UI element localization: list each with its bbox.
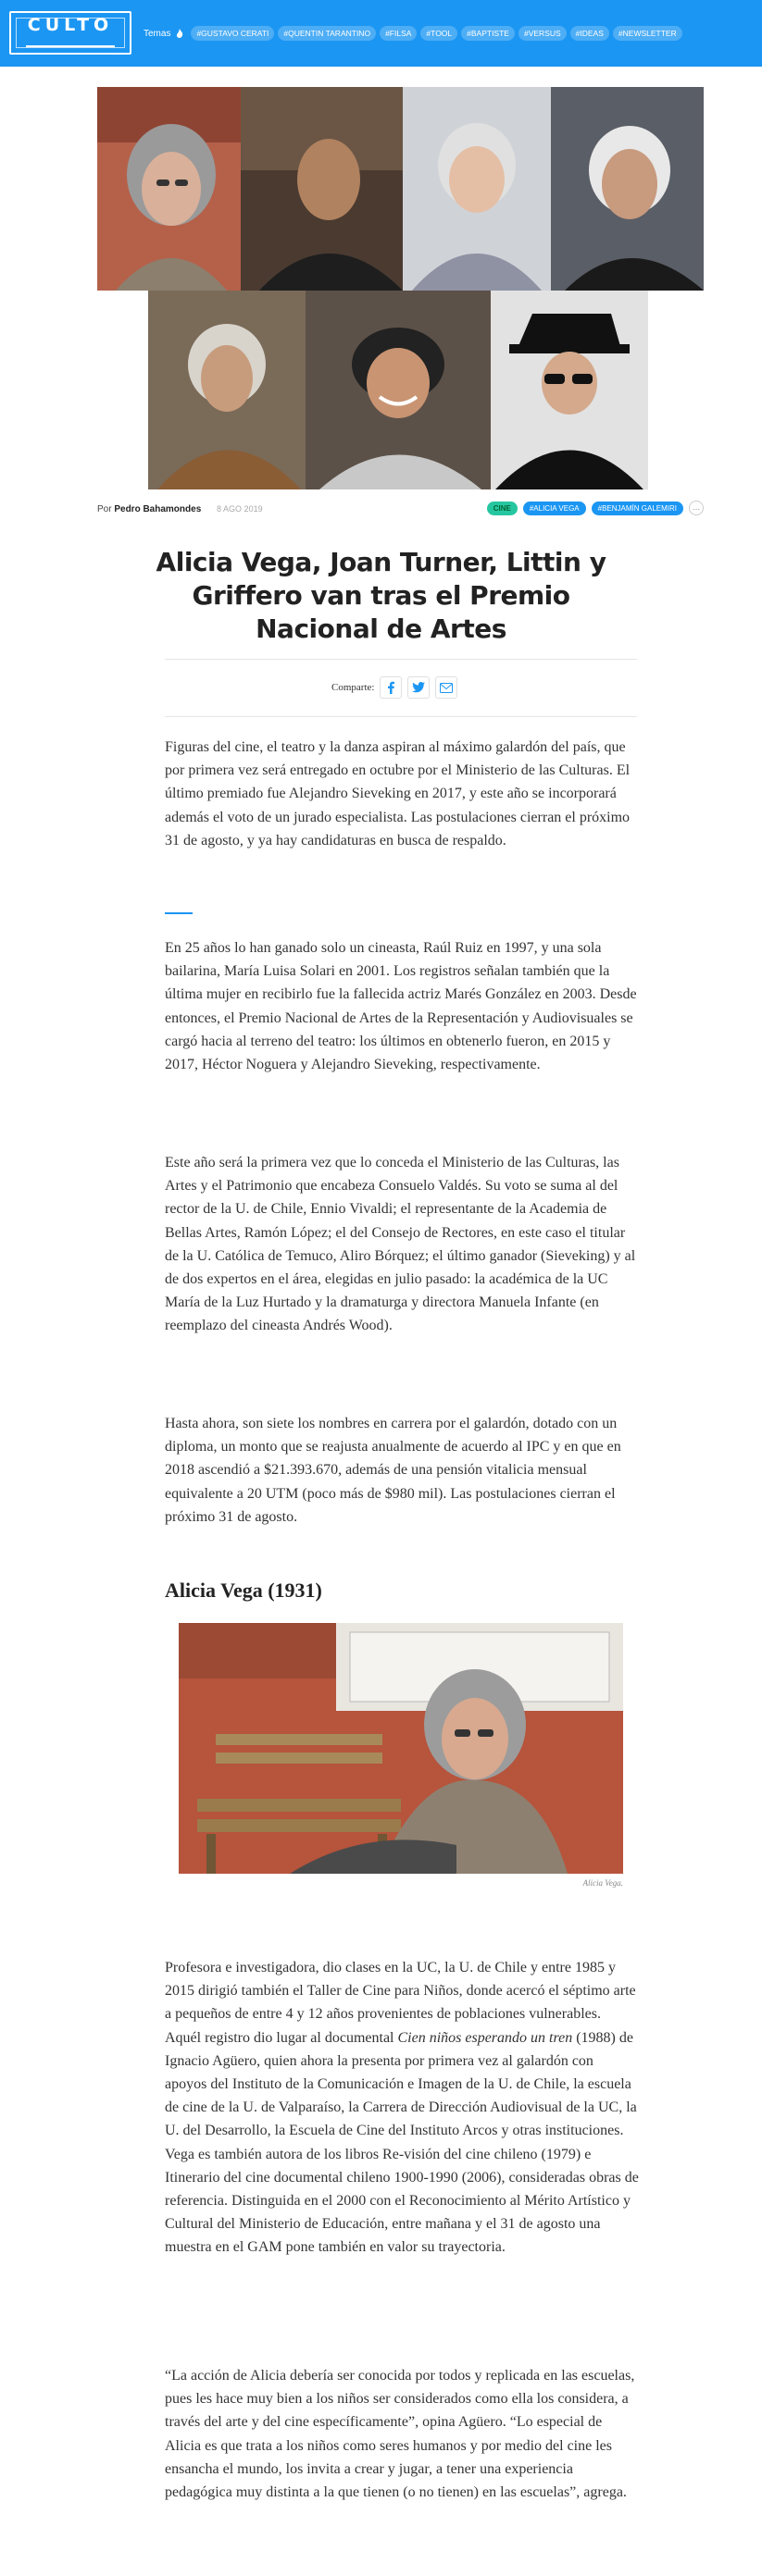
portrait-photo: [403, 87, 551, 291]
topics-bar: [144, 26, 682, 41]
facebook-share-button[interactable]: [380, 676, 402, 699]
article-lead: Figuras del cine, el teatro y la danza aspiran al máximo galardón del país, que por primera vez será entregado en octubre por el Ministerio de las Culturas. El último premiado fue Alejandro Sieveking en 2017, y este año se incorporará además el voto de un jurado especialista. Las postulaciones cierran el próximo 31 de agosto, y ya hay candidaturas en busca de respaldo.: [165, 739, 631, 848]
share-label: Comparte:: [331, 682, 375, 693]
section-subhead: Alicia Vega (1931): [165, 1579, 322, 1602]
portrait-photo: [148, 291, 306, 489]
topic-tag[interactable]: #NEWSLETTER: [613, 26, 682, 41]
topic-tag[interactable]: #IDEAS: [570, 26, 609, 41]
topic-tag[interactable]: #TOOL: [420, 26, 457, 41]
alicia-vega-photo: [179, 1623, 623, 1874]
article-byline: [97, 504, 263, 514]
lead-separator: [165, 912, 193, 914]
photo-caption: Alicia Vega.: [582, 1878, 623, 1888]
article-paragraph: Hasta ahora, son siete los nombres en carrera por el galardón, dotado con un diploma, un monto que se reajusta anualmente de acuerdo al IPC y en que en 2018 ascendió a $21.393.670, además de una pensión vitalicia mensual equivalente a 20 UTM (poco más de $980 mil). Las postulaciones cierran el próximo 31 de agosto.: [165, 1416, 621, 1525]
byline-prefix: Por: [97, 504, 112, 514]
share-bar: [331, 676, 457, 699]
twitter-icon: [412, 682, 425, 693]
divider: [165, 716, 637, 717]
portrait-photo: [551, 87, 704, 291]
topic-tag[interactable]: #QUENTIN TARANTINO: [278, 26, 376, 41]
author-name[interactable]: Pedro Bahamondes: [114, 504, 202, 514]
top-navigation-bar: [0, 0, 762, 67]
divider: [165, 659, 637, 660]
topic-tag[interactable]: #VERSUS: [518, 26, 567, 41]
post-tag[interactable]: #ALICIA VEGA: [523, 502, 586, 515]
article-paragraph: Este año será la primera vez que lo conceda el Ministerio de las Culturas, las Artes y el Patrimonio que encabeza Consuelo Valdés. Su voto se suma al del rector de la U. de Chile, Ennio Vivaldi; el representante de la Academia de Bellas Artes, Ramón López; el del Consejo de Rectores, en este caso el titular de la U. Católica de Temuco, Aliro Bórquez; el último ganador (Sieveking) y al de dos expertos en el área, elegidas en julio pasado: la académica de la UC María de la Luz Hurtado y la dramaturga y directora Manuela Infante (en reemplazo del cineasta Andrés Wood).: [165, 1155, 636, 1334]
flame-icon: [176, 29, 183, 38]
email-share-button[interactable]: [435, 676, 457, 699]
twitter-share-button[interactable]: [407, 676, 430, 699]
culto-logo[interactable]: [9, 11, 131, 55]
facebook-icon: [386, 681, 395, 694]
portrait-photo: [491, 291, 648, 489]
post-tag[interactable]: #BENJAMÍN GALEMIRI: [592, 502, 683, 515]
publish-date: 8 AGO 2019: [217, 504, 263, 514]
topic-tag[interactable]: #BAPTISTE: [461, 26, 515, 41]
topic-tag[interactable]: #FILSA: [380, 26, 417, 41]
logo-underline: [26, 45, 115, 47]
paragraph-text: Profesora e investigadora, dio clases en la UC, la U. de Chile y entre 1985 y 2015 dirigió también el Taller de Cine para Niños, donde acercó el séptimo arte a pequeños de entre 4 y 12 años provenientes de poblaciones vulnerables. Aquél registro dio lugar al documental: [165, 1960, 636, 2046]
article-title: Alicia Vega, Joan Turner, Littin y Griffero van tras el Premio Nacional de Artes: [156, 547, 606, 644]
more-tags-button[interactable]: …: [689, 501, 704, 515]
portrait-photo: [97, 87, 241, 291]
topic-tag[interactable]: #GUSTAVO CERATI: [191, 26, 274, 41]
logo-text: CULTO: [27, 15, 114, 35]
portrait-photo: [306, 291, 491, 489]
article-paragraph: [165, 1956, 639, 2260]
film-title: Cien niños esperando un tren: [397, 2029, 573, 2046]
portrait-photo: [241, 87, 403, 291]
category-tag[interactable]: CINE: [487, 502, 518, 515]
candidates-photo-collage: [97, 87, 704, 489]
post-tags: [487, 501, 704, 515]
topics-label: Temas: [144, 28, 171, 39]
paragraph-text: (1988) de Ignacio Agüero, quien ahora la presenta por primera vez al galardón con apoyos del Instituto de la Comunicación e Imagen de la U. de Chile, la escuela de cine de la U. de Valparaíso, la Carrera de Dirección Audiovisual de la UC, la U. del Desarrollo, la Escuela de Cine del Instituto Arcos y otras instituciones. Vega es también autora de los libros Re-visión del cine chileno (1979) e Itinerario del cine documental chileno 1900-1990 (2006), consideradas obras de referencia. Distinguida en el 2000 con el Reconocimiento al Mérito Artístico y Cultural del Ministerio de Educación, entre mañana y el 31 de agosto una muestra en el GAM pone también en valor su trayectoria.: [165, 2029, 639, 2256]
article-paragraph: En 25 años lo han ganado solo un cineasta, Raúl Ruiz en 1997, y una sola bailarina, María Luisa Solari en 2001. Los registros señalan también que la última mujer en recibirlo fue la fallecida actriz Marés González en 2003. Desde entonces, el Premio Nacional de Artes de la Representación y Audiovisuales se cargó hacia al terreno del teatro: los últimos en obtenerlo fueron, en 2015 y 2017, Héctor Noguera y Alejandro Sieveking, respectivamente.: [165, 940, 637, 1073]
article-quote-paragraph: “La acción de Alicia debería ser conocida por todos y replicada en las escuelas, pues les hace muy bien a los niños ser considerados como ella los considera, a través del arte y del cine específicamente”, opina Agüero. “Lo especial de Alicia es que trata a los niños como seres humanos y por medio del cine les ensancha el mundo, los invita a crear y jugar, a tener una experiencia pedagógica muy distinta a la que tienen (o no tienen) en las escuelas”, agrega.: [165, 2368, 635, 2501]
email-icon: [440, 683, 453, 693]
